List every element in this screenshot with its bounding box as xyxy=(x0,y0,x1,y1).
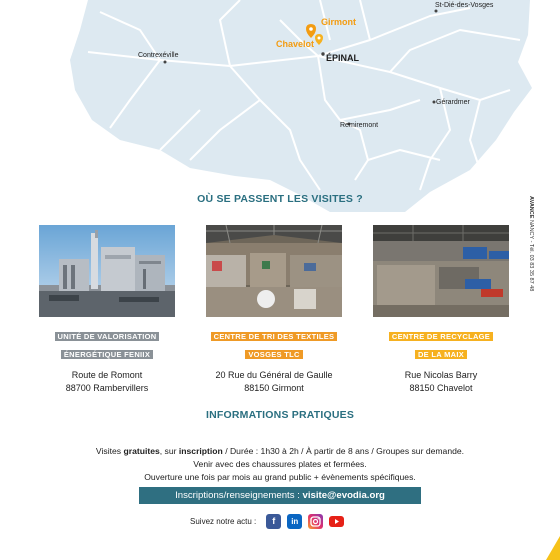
photo-textile-warehouse xyxy=(206,225,342,317)
info-registration: inscription xyxy=(178,446,223,456)
tag-line: CENTRE DE TRI DES TEXTILES xyxy=(211,332,338,341)
instagram-icon[interactable] xyxy=(308,514,323,529)
site-card-recyclage xyxy=(373,225,509,394)
info-line-1 xyxy=(0,445,560,458)
address-street: Route de Romont xyxy=(71,370,143,380)
address-street: Rue Nicolas Barry xyxy=(404,370,478,380)
vosges-map xyxy=(0,0,560,212)
city-contrexeville: Contrexéville xyxy=(138,52,179,59)
site-tag-textiles xyxy=(206,326,342,362)
tag-line: ÉNERGÉTIQUE FENIIX xyxy=(61,350,153,359)
city-epinal: ÉPINAL xyxy=(326,53,360,63)
address-city: 88150 Girmont xyxy=(244,382,304,393)
address-city: 88700 Rambervillers xyxy=(65,382,149,393)
social-follow xyxy=(190,513,344,529)
tag-line: DE LA MAIX xyxy=(415,350,467,359)
tag-line: VOSGES TLC xyxy=(245,350,302,359)
youtube-icon[interactable] xyxy=(329,514,344,529)
site-label-chavelot: Chavelot xyxy=(276,39,315,49)
info-line-3: Ouverture une fois par mois au grand public + évènements spécifiques. xyxy=(144,472,416,482)
info-text-part: , sur xyxy=(159,446,179,456)
city-st-die: St-Dié-des-Vosges xyxy=(435,2,494,9)
info-line-2: Venir avec des chaussures plates et fermées. xyxy=(193,459,367,469)
corner-decoration xyxy=(544,536,560,560)
contact-label: Inscriptions/renseignements : xyxy=(175,490,303,501)
tag-line: UNITÉ DE VALORISATION xyxy=(55,332,160,341)
contact-email-link[interactable]: visite@evodia.org xyxy=(302,490,385,501)
site-tag-feniix xyxy=(39,326,175,362)
tag-line: CENTRE DE RECYCLAGE xyxy=(389,332,493,341)
info-free: gratuites xyxy=(123,446,160,456)
photo-energy-plant xyxy=(39,225,175,317)
site-card-textiles xyxy=(206,225,342,394)
site-card-feniix xyxy=(39,225,175,394)
info-title: INFORMATIONS PRATIQUES xyxy=(205,409,355,421)
side-credit xyxy=(524,196,534,296)
credit-text: NANCY - Tél. 03 83 35 87 48 xyxy=(528,218,534,292)
contact-bar xyxy=(139,487,421,504)
city-remiremont: Remiremont xyxy=(340,122,379,129)
visits-title: OÙ SE PASSENT LES VISITES ? xyxy=(197,193,363,205)
site-address-recyclage xyxy=(373,369,509,394)
address-city: 88150 Chavelot xyxy=(409,382,473,393)
info-text-part: / Durée : 1h30 à 2h / À partir de 8 ans / Groupes sur demande. xyxy=(222,446,465,456)
department-shape xyxy=(70,0,532,212)
site-label-girmont: Girmont xyxy=(321,17,356,27)
address-street: 20 Rue du Général de Gaulle xyxy=(215,370,333,380)
site-address-textiles xyxy=(206,369,342,394)
facebook-icon[interactable]: f xyxy=(266,514,281,529)
follow-label: Suivez notre actu : xyxy=(190,516,257,526)
linkedin-icon[interactable]: in xyxy=(287,514,302,529)
site-address-feniix xyxy=(39,369,175,394)
photo-recycling-center xyxy=(373,225,509,317)
map xyxy=(0,0,560,212)
city-gerardmer: Gérardmer xyxy=(436,99,470,106)
credit-brand: AVANCE xyxy=(528,196,534,219)
site-tag-recyclage xyxy=(373,326,509,362)
info-text-part: Visites xyxy=(95,446,124,456)
